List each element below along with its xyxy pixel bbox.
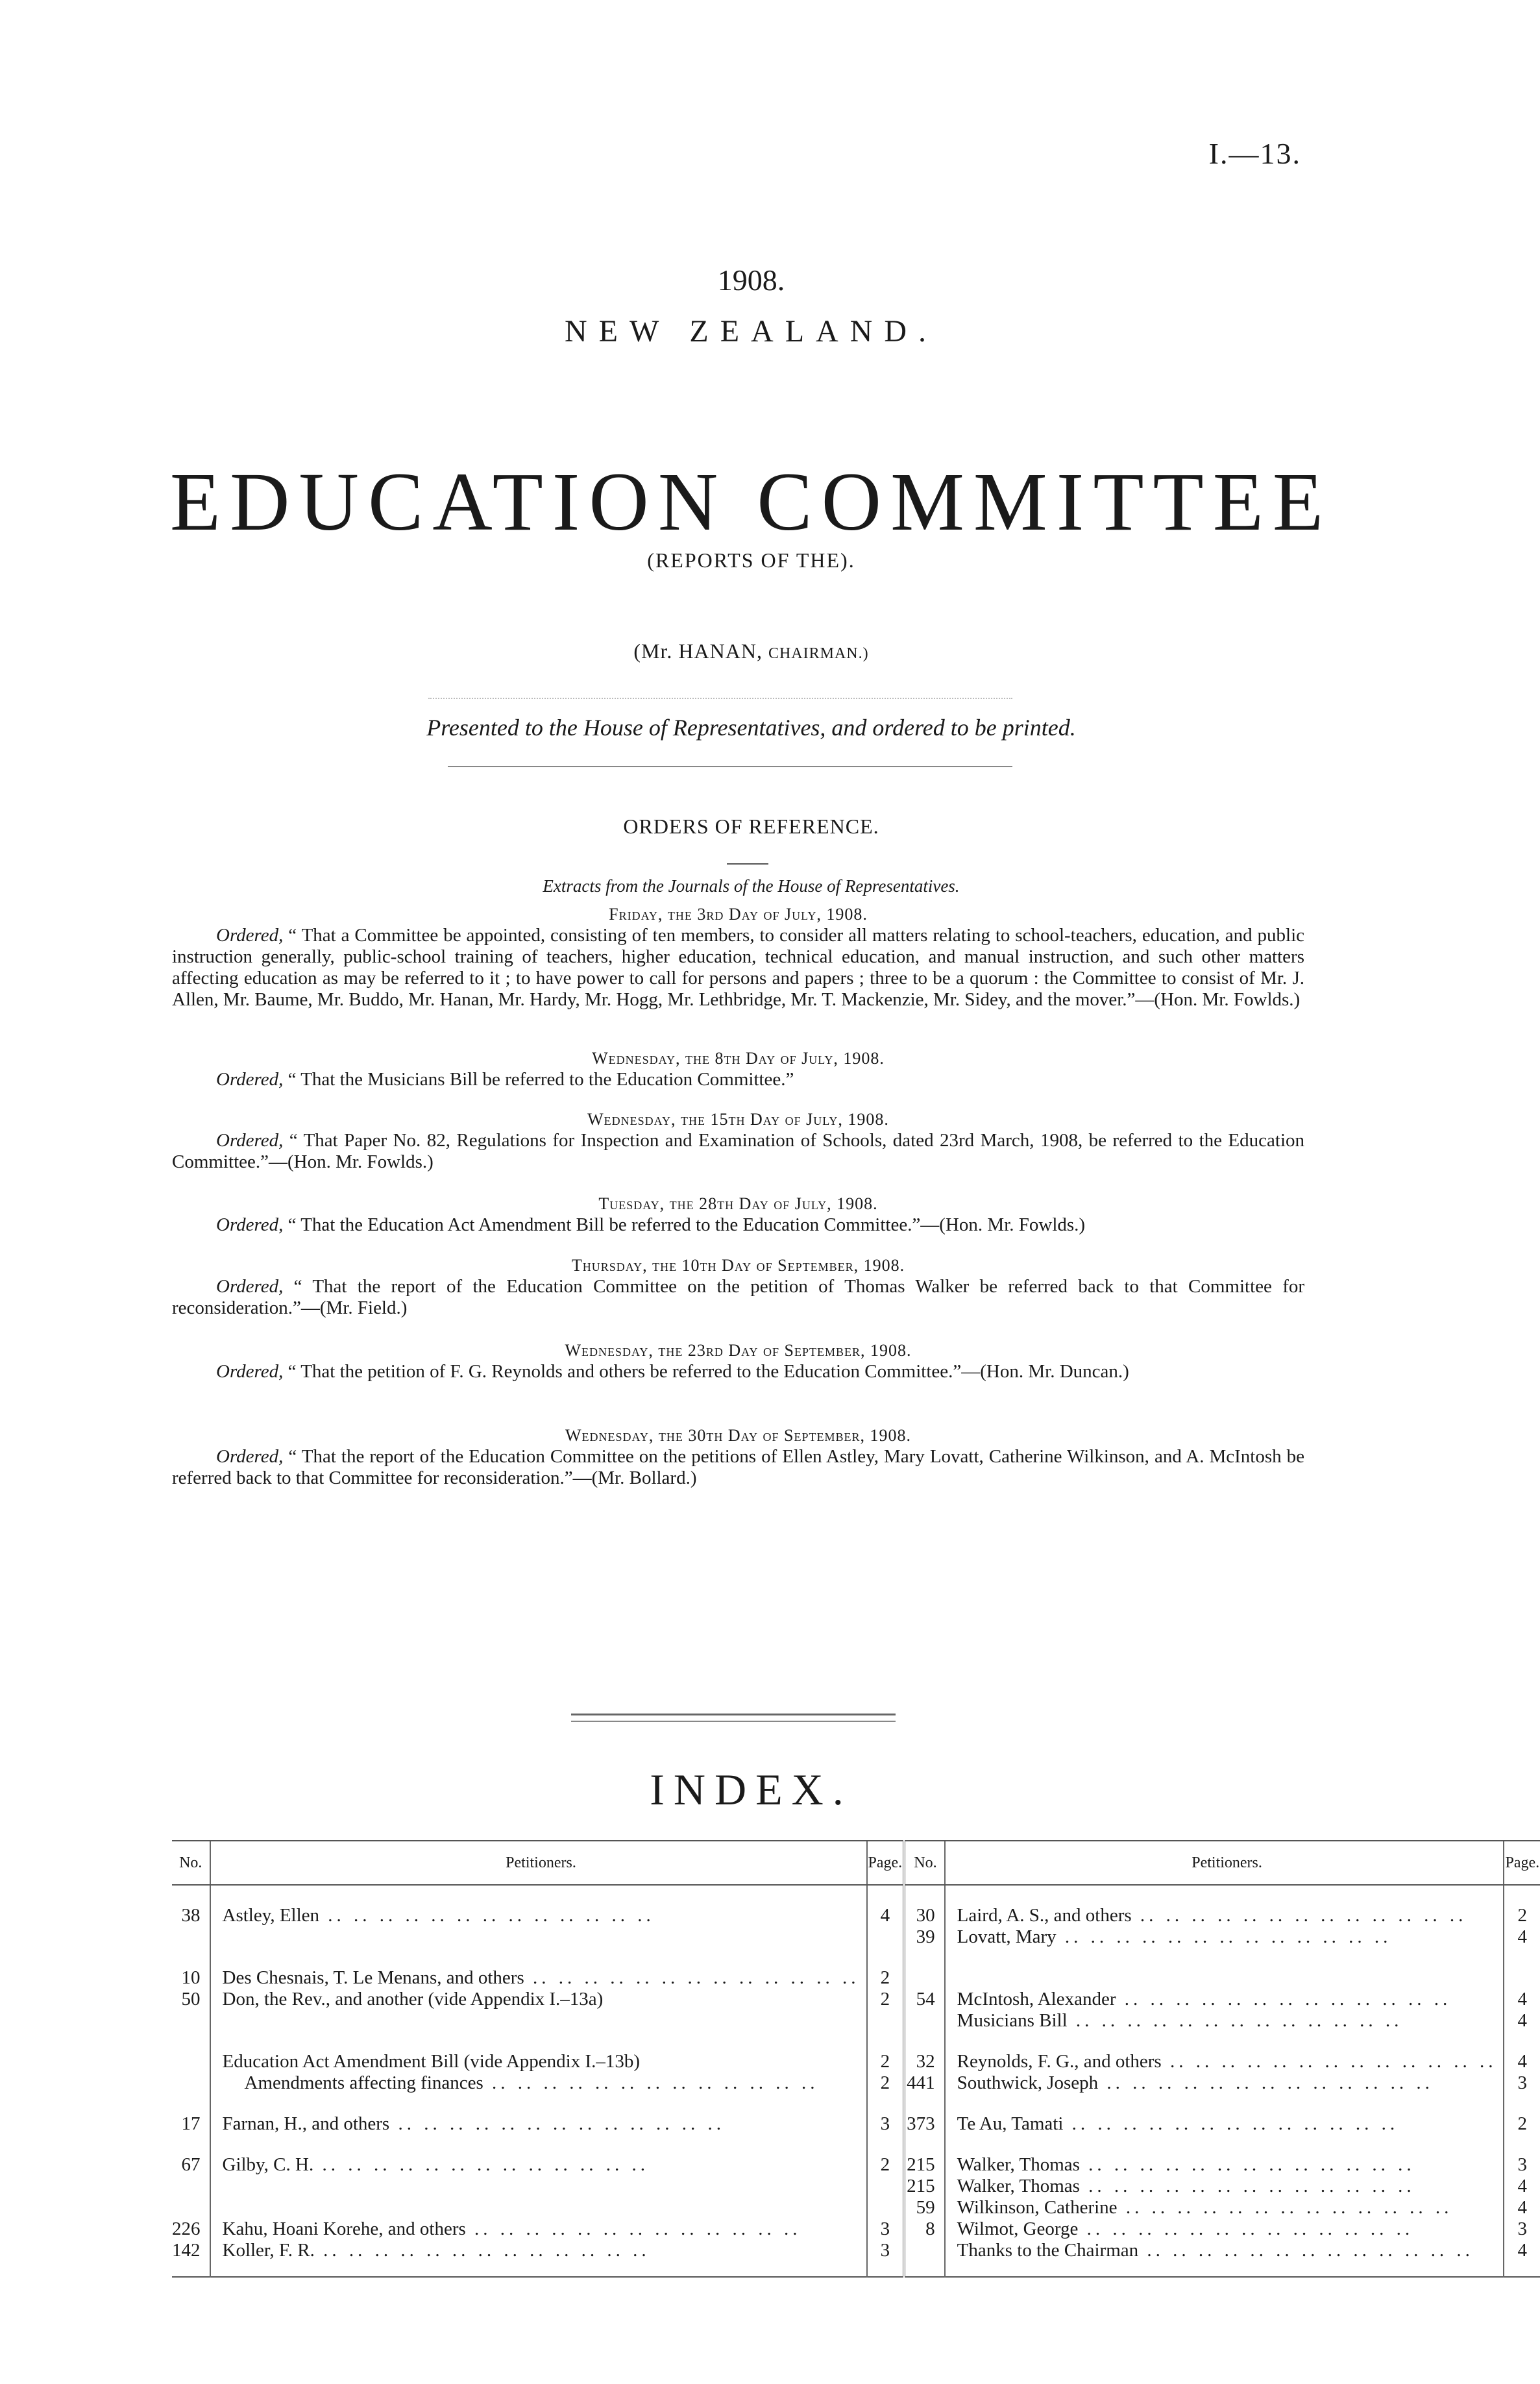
page-number: 3 bbox=[880, 2218, 890, 2239]
petitioner-name: Amendments affecting finances .. . bbox=[210, 2072, 867, 2094]
chairman-name: (Mr. HANAN, bbox=[633, 639, 763, 663]
order-entry bbox=[172, 1255, 1304, 1319]
column-header-page: Page. bbox=[1504, 1841, 1540, 1885]
table-row bbox=[172, 2072, 1540, 2094]
document-reference-code: I.—13. bbox=[1208, 137, 1301, 170]
petition-number: 8 bbox=[925, 2218, 935, 2239]
table-row bbox=[172, 1926, 1540, 1948]
petitioner-name: Laird, A. S., and others .. . bbox=[945, 1905, 1504, 1926]
petitioner-name-cell bbox=[210, 2218, 867, 2261]
petitioner-name: Walker, Thomas .. . bbox=[957, 2176, 1497, 2197]
petitioner-name: Education Act Amendment Bill (vide Appendix I.–13b) bbox=[210, 2051, 867, 2072]
petition-number: 38 bbox=[181, 1905, 201, 1926]
petition-number: 32 bbox=[916, 2051, 935, 2072]
presented-line: Presented to the House of Representatives, and ordered to be printed. bbox=[426, 715, 1076, 741]
page-subtitle: (REPORTS OF THE). bbox=[647, 548, 855, 572]
column-header-petitioners: Petitioners. bbox=[945, 1841, 1504, 1885]
ordered-label: Ordered, bbox=[216, 1214, 284, 1235]
petition-number-cell bbox=[907, 2154, 945, 2218]
order-body: “ That the Education Act Amendment Bill be referred to the Education Committee.”—(Hon. Mr. Fowlds.) bbox=[287, 1214, 1086, 1235]
petitioner-name: Koller, F. R. .. . bbox=[223, 2240, 860, 2261]
petition-number-cell bbox=[907, 2218, 945, 2261]
order-text bbox=[172, 925, 1304, 1011]
petition-number: 10 bbox=[181, 1967, 201, 1988]
page-number: 4 bbox=[867, 1905, 905, 1926]
chairman-line bbox=[0, 639, 1502, 663]
order-body: “ That the report of the Education Committee on the petition of Thomas Walker be referred back to that Committee for reconsideration.”—(Mr. Field.) bbox=[172, 1276, 1305, 1318]
table-row bbox=[172, 1989, 1540, 2032]
page-number: 2 bbox=[867, 1989, 905, 2032]
petitioner-name: Musicians Bill .. . bbox=[957, 2010, 1497, 2032]
petitioner-name-cell bbox=[945, 2154, 1504, 2218]
petitioner-name: Kahu, Hoani Korehe, and others .. . bbox=[223, 2218, 860, 2240]
petitioner-name: Don, the Rev., and another (vide Appendix I.–13a) bbox=[210, 1989, 867, 2032]
petition-number: 441 bbox=[907, 2072, 935, 2093]
page-number: 4 bbox=[1517, 1989, 1528, 2009]
petitioner-name-cell bbox=[945, 1989, 1504, 2032]
page-number-cell bbox=[1504, 2154, 1540, 2218]
page-number: 4 bbox=[1504, 1926, 1540, 1948]
index-heading: INDEX. bbox=[650, 1765, 853, 1814]
petition-number: 373 bbox=[907, 2113, 935, 2134]
order-text bbox=[172, 1276, 1304, 1319]
page-number: 4 bbox=[1517, 2197, 1528, 2218]
petition-number: 215 bbox=[907, 2176, 935, 2196]
order-text bbox=[172, 1361, 1304, 1382]
order-text bbox=[172, 1446, 1304, 1489]
table-row bbox=[172, 1967, 1540, 1989]
petitioner-name: Reynolds, F. G., and others .. . bbox=[945, 2051, 1504, 2072]
chairman-role: CHAIRMAN.) bbox=[768, 645, 869, 662]
petition-number: 67 bbox=[181, 2154, 201, 2175]
column-header-petitioners: Petitioners. bbox=[210, 1841, 867, 1885]
table-row bbox=[172, 2113, 1540, 2135]
petitioner-name: Southwick, Joseph .. . bbox=[945, 2072, 1504, 2094]
page-number-cell bbox=[1504, 1989, 1540, 2032]
page-number: 3 bbox=[1504, 2072, 1540, 2094]
order-date: Wednesday, the 8th Day of July, 1908. bbox=[592, 1049, 885, 1068]
petition-number: 17 bbox=[181, 2113, 201, 2134]
table-row bbox=[172, 2218, 1540, 2261]
column-header-no: No. bbox=[172, 1841, 210, 1885]
page-number: 4 bbox=[1517, 2010, 1528, 2031]
order-date: Wednesday, the 30th Day of September, 1908. bbox=[565, 1426, 911, 1445]
petitioner-name: Des Chesnais, T. Le Menans, and others .. . bbox=[210, 1967, 867, 1989]
ordered-label: Ordered, bbox=[216, 1446, 284, 1467]
petitioner-name: Thanks to the Chairman .. . bbox=[957, 2240, 1497, 2261]
order-entry bbox=[172, 1425, 1304, 1489]
page-number: 3 bbox=[1517, 2154, 1528, 2175]
order-entry bbox=[172, 1048, 1304, 1090]
order-body: “ That the petition of F. G. Reynolds and others be referred to the Education Committee.”—(Hon. Mr. Duncan.) bbox=[287, 1361, 1129, 1382]
petition-number: 39 bbox=[916, 1926, 935, 1947]
page-number: 2 bbox=[867, 2154, 905, 2218]
petitioner-name: Lovatt, Mary .. . bbox=[945, 1926, 1504, 1948]
section-divider bbox=[571, 1714, 896, 1722]
page-title: EDUCATION COMMITTEE bbox=[169, 456, 1333, 548]
page-number-cell bbox=[867, 2218, 905, 2261]
order-entry bbox=[172, 1193, 1304, 1236]
order-entry bbox=[172, 903, 1304, 1011]
petition-number-cell bbox=[172, 2218, 210, 2261]
ordered-label: Ordered, bbox=[216, 925, 284, 946]
petitioner-name-cell bbox=[945, 2218, 1504, 2261]
petition-number: 142 bbox=[172, 2240, 201, 2261]
page-number: 2 bbox=[867, 1967, 905, 1989]
table-row bbox=[172, 1905, 1540, 1926]
order-date: Friday, the 3rd Day of July, 1908. bbox=[609, 905, 868, 924]
index-table bbox=[172, 1840, 1540, 2278]
order-text bbox=[172, 1069, 1304, 1090]
table-header-row bbox=[172, 1841, 1540, 1885]
divider bbox=[428, 698, 1012, 699]
page-number: 2 bbox=[867, 2051, 905, 2072]
page-number: 2 bbox=[867, 2072, 905, 2094]
order-body: “ That a Committee be appointed, consisting of ten members, to consider all matters relating to school-teachers, education, and public instruction generally, public-school training of teachers, higher education, technical education, and manual instruction, and such other matters affecting education as may be referred to it ; to have power to call for persons and papers ; three to be a quorum : the Committee to consist of Mr. J. Allen, Mr. Baume, Mr. Buddo, Mr. Hanan, Mr. Hardy, Mr. Hogg, Mr. Lethbridge, Mr. T. Mackenzie, Mr. Sidey, and the mover.”—(Hon. Mr. Fowlds.) bbox=[172, 925, 1305, 1010]
order-entry bbox=[172, 1109, 1304, 1173]
petition-number: 50 bbox=[181, 1989, 201, 2009]
orders-heading: ORDERS OF REFERENCE. bbox=[623, 815, 879, 838]
page-number: 2 bbox=[1504, 1905, 1540, 1926]
page-number: 2 bbox=[1504, 2113, 1540, 2135]
petitioner-name: Wilkinson, Catherine .. . bbox=[957, 2197, 1497, 2218]
petitioner-name: Walker, Thomas .. . bbox=[957, 2154, 1497, 2176]
order-date: Tuesday, the 28th Day of July, 1908. bbox=[598, 1194, 878, 1213]
divider bbox=[448, 766, 1012, 767]
page-number: 3 bbox=[1517, 2218, 1528, 2239]
petitioner-name: Astley, Ellen .. . bbox=[210, 1905, 867, 1926]
petitioner-name: McIntosh, Alexander .. . bbox=[957, 1989, 1497, 2010]
order-body: “ That Paper No. 82, Regulations for Inspection and Examination of Schools, dated 23rd March, 1908, be referred to the Education Committee.”—(Hon. Mr. Fowlds.) bbox=[172, 1130, 1305, 1172]
petition-number: 226 bbox=[172, 2218, 201, 2239]
petitioner-name: Wilmot, George .. . bbox=[957, 2218, 1497, 2240]
spacer-row bbox=[172, 1885, 1540, 1905]
petition-number: 215 bbox=[907, 2154, 935, 2175]
page-number: 4 bbox=[1517, 2240, 1528, 2261]
petition-number: 59 bbox=[916, 2197, 935, 2218]
column-header-no: No. bbox=[907, 1841, 945, 1885]
ordered-label: Ordered, bbox=[216, 1130, 284, 1151]
page-number: 4 bbox=[1504, 2051, 1540, 2072]
petitioner-name: Farnan, H., and others .. . bbox=[210, 2113, 867, 2135]
short-divider bbox=[727, 863, 768, 865]
order-entry bbox=[172, 1340, 1304, 1382]
order-date: Wednesday, the 23rd Day of September, 1908. bbox=[565, 1341, 912, 1360]
country-heading: NEW ZEALAND. bbox=[564, 314, 938, 349]
table-row bbox=[172, 2154, 1540, 2218]
order-date: Wednesday, the 15th Day of July, 1908. bbox=[587, 1110, 889, 1129]
petition-number: 30 bbox=[916, 1905, 935, 1926]
page-number: 3 bbox=[867, 2113, 905, 2135]
order-text bbox=[172, 1214, 1304, 1236]
column-header-page: Page. bbox=[867, 1841, 905, 1885]
petitioner-name: Gilby, C. H. .. . bbox=[210, 2154, 867, 2218]
petitioner-name: Te Au, Tamati .. . bbox=[945, 2113, 1504, 2135]
document-year: 1908. bbox=[717, 264, 785, 297]
ordered-label: Ordered, bbox=[216, 1276, 284, 1297]
table-bottom-row bbox=[172, 2261, 1540, 2277]
extracts-note: Extracts from the Journals of the House of Representatives. bbox=[543, 876, 960, 896]
petition-number: 54 bbox=[916, 1989, 935, 2009]
page-number: 4 bbox=[1517, 2176, 1528, 2196]
page-number: 3 bbox=[880, 2240, 890, 2261]
ordered-label: Ordered, bbox=[216, 1069, 284, 1090]
table-row bbox=[172, 2051, 1540, 2072]
ordered-label: Ordered, bbox=[216, 1361, 284, 1382]
page-number-cell bbox=[1504, 2218, 1540, 2261]
order-body: “ That the report of the Education Committee on the petitions of Ellen Astley, Mary Lovatt, Catherine Wilkinson, and A. McIntosh be referred back to that Committee for reconsideration.”—(Mr. Bollard.) bbox=[172, 1446, 1305, 1488]
order-date: Thursday, the 10th Day of September, 1908. bbox=[571, 1256, 905, 1275]
order-text bbox=[172, 1130, 1304, 1173]
order-body: “ That the Musicians Bill be referred to the Education Committee.” bbox=[287, 1069, 794, 1090]
